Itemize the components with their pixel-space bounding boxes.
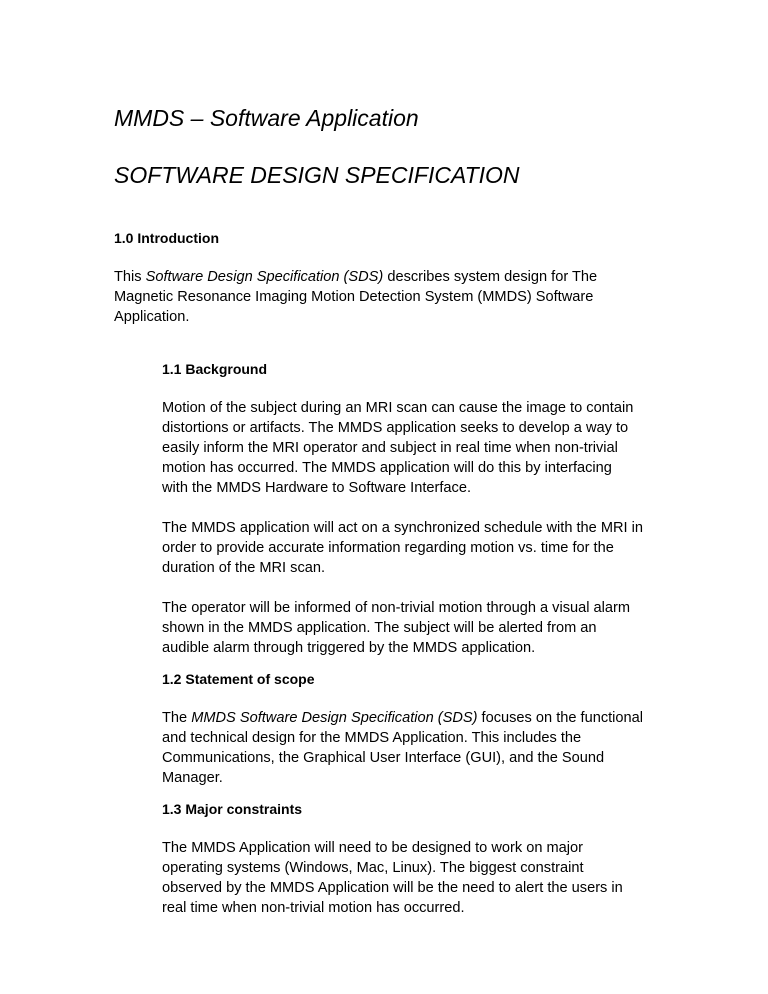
intro-line-2: Magnetic Resonance Imaging Motion Detection System (MMDS) Software xyxy=(114,289,594,305)
background-paragraph-1 xyxy=(162,398,633,498)
background-paragraph-3 xyxy=(162,598,630,658)
intro-line-3: Application. xyxy=(114,309,190,325)
heading-introduction: 1.0 Introduction xyxy=(114,230,219,246)
background-p3-line-3: audible alarm through triggered by the MMDS application. xyxy=(162,640,536,656)
background-paragraph-2 xyxy=(162,518,643,578)
constraints-line-4: real time when non-trivial motion has occurred. xyxy=(162,900,465,916)
constraints-line-3: observed by the MMDS Application will be the need to alert the users in xyxy=(162,880,623,896)
intro-paragraph xyxy=(114,267,597,327)
background-p2-line-2: order to provide accurate information regarding motion vs. time for the xyxy=(162,540,614,556)
background-p1-line-2: distortions or artifacts. The MMDS application seeks to develop a way to xyxy=(162,420,629,436)
scope-line-3: Communications, the Graphical User Interface (GUI), and the Sound xyxy=(162,750,605,766)
constraints-line-2: operating systems (Windows, Mac, Linux). The biggest constraint xyxy=(162,860,584,876)
intro-line-1: This Software Design Specification (SDS) describes system design for The xyxy=(114,269,598,285)
heading-statement-of-scope: 1.2 Statement of scope xyxy=(162,671,315,687)
background-p1-line-5: with the MMDS Hardware to Software Interface. xyxy=(162,480,472,496)
background-p3-line-2: shown in the MMDS application. The subject will be alerted from an xyxy=(162,620,597,636)
background-p2-line-3: duration of the MRI scan. xyxy=(162,560,326,576)
heading-major-constraints: 1.3 Major constraints xyxy=(162,801,303,817)
document-title: SOFTWARE DESIGN SPECIFICATION xyxy=(114,162,520,188)
background-p1-line-3: easily inform the MRI operator and subject in real time when non-trivial xyxy=(162,440,618,456)
scope-line-1: The MMDS Software Design Specification (SDS) focuses on the functional xyxy=(162,710,644,726)
heading-background: 1.1 Background xyxy=(162,361,268,377)
scope-paragraph xyxy=(162,708,643,788)
constraints-paragraph xyxy=(162,838,623,918)
scope-line-4: Manager. xyxy=(162,770,223,786)
scope-line-2: and technical design for the MMDS Application. This includes the xyxy=(162,730,582,746)
background-p2-line-1: The MMDS application will act on a synchronized schedule with the MRI in xyxy=(162,520,644,536)
background-p1-line-1: Motion of the subject during an MRI scan can cause the image to contain xyxy=(162,400,634,416)
app-title: MMDS – Software Application xyxy=(114,105,419,131)
background-p1-line-4: motion has occurred. The MMDS application will do this by interfacing xyxy=(162,460,612,476)
background-p3-line-1: The operator will be informed of non-trivial motion through a visual alarm xyxy=(162,600,631,616)
constraints-line-1: The MMDS Application will need to be designed to work on major xyxy=(162,840,584,856)
